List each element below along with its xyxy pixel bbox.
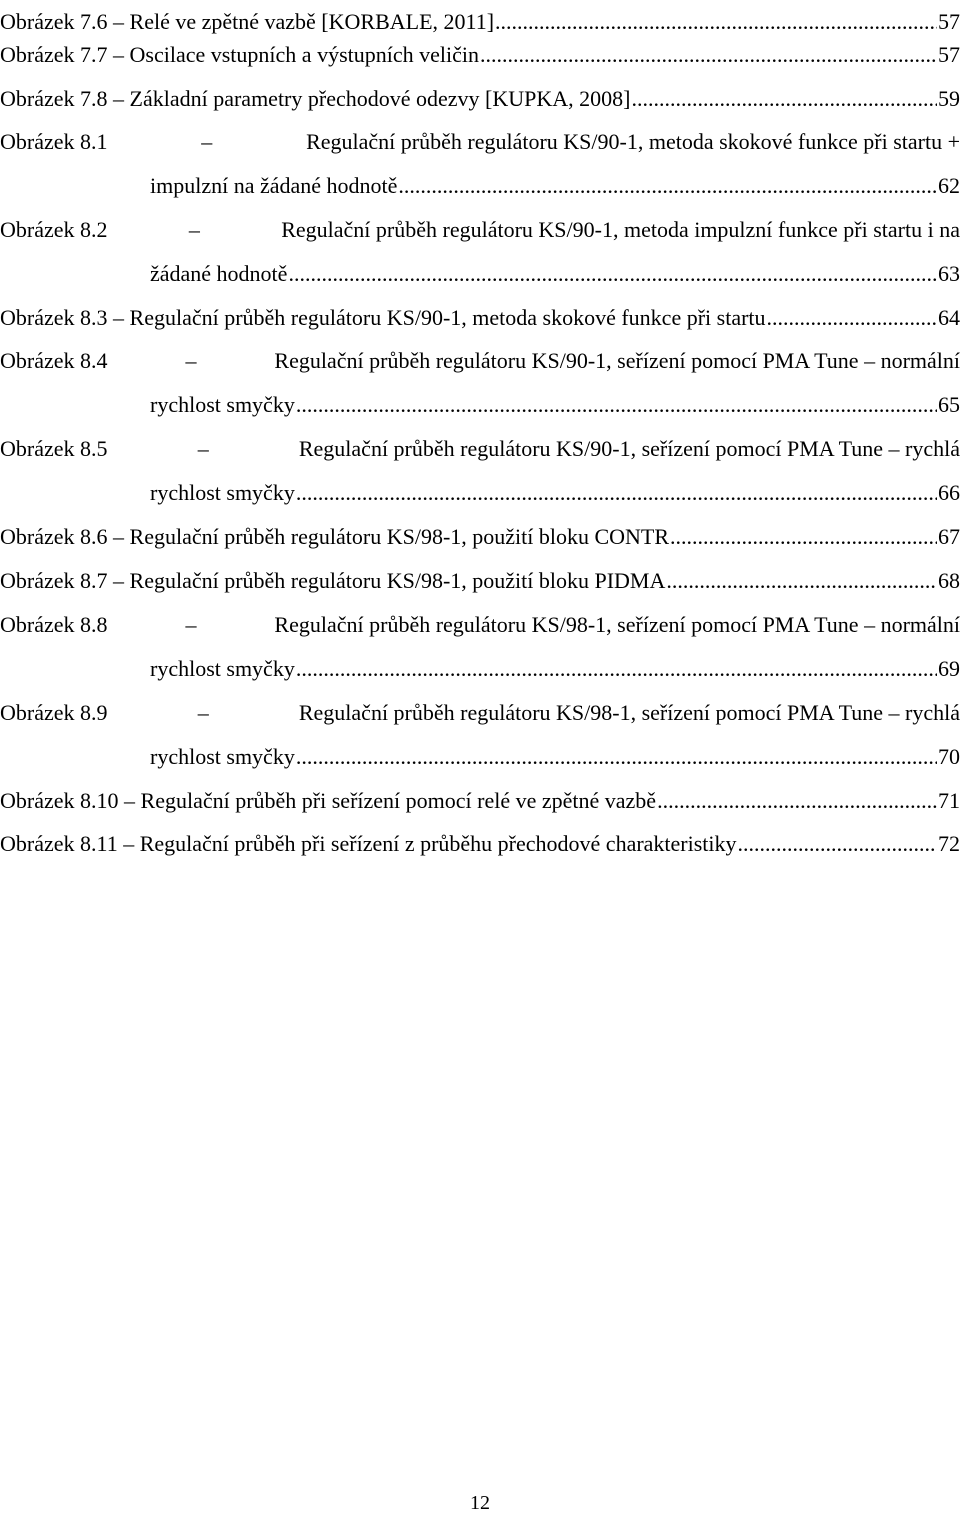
entry-dash: – [197,436,209,461]
dot-leader [767,296,937,340]
entry-label: Obrázek 8.3 [0,305,108,330]
entry-page: 72 [938,831,960,856]
entry-page: 64 [938,305,960,330]
entry-title-line1: Regulační průběh regulátoru KS/90-1, seřízení pomocí PMA Tune – normální [274,348,960,373]
dot-leader [631,77,937,121]
entry-title: Regulační průběh regulátoru KS/98-1, použití bloku CONTR [129,524,670,549]
entry-title-line2: rychlost smyčky [150,480,295,505]
entry-page: 70 [938,744,960,769]
toc-entry[interactable] [0,822,960,866]
toc-entry[interactable] [0,427,960,515]
entry-title: Regulační průběh při seřízení pomocí relé ve zpětné vazbě [140,788,657,813]
entry-label: Obrázek 8.11 [0,831,118,856]
entry-label: Obrázek 8.4 [0,348,108,373]
entry-label: Obrázek 8.7 [0,568,108,593]
entry-page: 62 [938,173,960,198]
toc-entry[interactable] [0,339,960,427]
entry-page: 71 [938,788,960,813]
entry-label: Obrázek 8.9 [0,700,108,725]
entry-page: 59 [938,86,960,111]
entry-title-line1: Regulační průběh regulátoru KS/98-1, seřízení pomocí PMA Tune – rychlá [298,700,960,725]
entry-title: Základní parametry přechodové odezvy [KUPKA, 2008] [129,86,631,111]
entry-dash: – [113,42,125,67]
dot-leader [398,164,937,208]
dot-leader [480,33,937,77]
entry-dash: – [185,348,197,373]
entry-page: 57 [938,42,960,67]
dot-leader [738,822,937,866]
entry-title: Regulační průběh regulátoru KS/98-1, použití bloku PIDMA [129,568,666,593]
entry-dash: – [197,700,209,725]
dot-leader [296,735,937,779]
entry-page: 57 [938,9,960,34]
entry-page: 63 [938,261,960,286]
entry-dash: – [113,9,125,34]
dot-leader [296,647,937,691]
toc-entry[interactable] [0,779,960,823]
entry-label: Obrázek 8.8 [0,612,108,637]
entry-label: Obrázek 8.5 [0,436,108,461]
entry-dash: – [123,831,135,856]
entry-label: Obrázek 8.1 [0,129,108,154]
entry-title-line1: Regulační průběh regulátoru KS/98-1, seřízení pomocí PMA Tune – normální [274,612,960,637]
toc-entry[interactable] [0,559,960,603]
toc-entry[interactable] [0,296,960,340]
entry-page: 67 [938,524,960,549]
entry-title-line2: žádané hodnotě [150,261,288,286]
entry-title-line2: rychlost smyčky [150,392,295,417]
entry-dash: – [185,612,197,637]
entry-title: Regulační průběh při seřízení z průběhu přechodové charakteristiky [139,831,737,856]
entry-dash: – [113,305,125,330]
entry-title-line1: Regulační průběh regulátoru KS/90-1, metoda skokové funkce při startu + [306,129,960,154]
toc-entry[interactable] [0,77,960,121]
entry-dash: – [124,788,136,813]
entry-title: Regulační průběh regulátoru KS/90-1, metoda skokové funkce při startu [129,305,766,330]
dot-leader [296,383,937,427]
entry-page: 65 [938,392,960,417]
entry-dash: – [113,86,125,111]
dot-leader [666,559,937,603]
toc-entry[interactable] [0,603,960,691]
toc-entry[interactable] [0,33,960,77]
entry-title-line2: rychlost smyčky [150,744,295,769]
entry-title: Relé ve zpětné vazbě [KORBALE, 2011] [129,9,495,34]
toc-entry[interactable] [0,691,960,779]
toc-entry[interactable] [0,120,960,208]
dot-leader [657,779,937,823]
entry-title-line2: impulzní na žádané hodnotě [150,173,398,198]
entry-page: 69 [938,656,960,681]
entry-label: Obrázek 8.2 [0,217,108,242]
entry-title: Oscilace vstupních a výstupních veličin [129,42,479,67]
toc-entry[interactable] [0,208,960,296]
entry-title-line2: rychlost smyčky [150,656,295,681]
entry-page: 68 [938,568,960,593]
entry-dash: – [188,217,200,242]
dot-leader [296,471,937,515]
entry-dash: – [201,129,213,154]
entry-label: Obrázek 7.7 [0,42,108,67]
page-number: 12 [470,1492,490,1514]
toc-entry[interactable] [0,515,960,559]
dot-leader [288,252,937,296]
entry-label: Obrázek 8.6 [0,524,108,549]
entry-page: 66 [938,480,960,505]
entry-label: Obrázek 8.10 [0,788,119,813]
entry-dash: – [113,568,125,593]
entry-label: Obrázek 7.8 [0,86,108,111]
entry-dash: – [113,524,125,549]
entry-title-line1: Regulační průběh regulátoru KS/90-1, metoda impulzní funkce při startu i na [281,217,960,242]
entry-label: Obrázek 7.6 [0,9,108,34]
entry-title-line1: Regulační průběh regulátoru KS/90-1, seřízení pomocí PMA Tune – rychlá [298,436,960,461]
dot-leader [670,515,937,559]
